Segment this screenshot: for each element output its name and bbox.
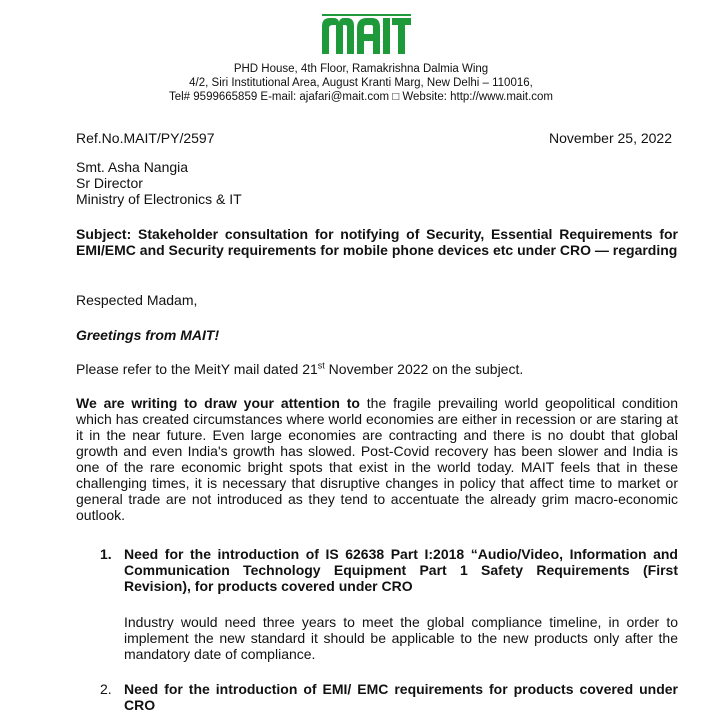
body-lead-bold: We are writing to draw your attention to: [76, 395, 360, 411]
mait-logo: [320, 14, 412, 56]
list-item-1-body: Industry would need three years to meet the global compliance timeline, in order to implement the new standard it should be applicable to the new products only after the mandatory date of compliance.: [124, 614, 678, 662]
recipient-name: Smt. Asha Nangia: [76, 159, 189, 175]
list-item-2-number: 2.: [100, 681, 112, 697]
reference-paragraph: [76, 361, 678, 377]
header-address-line-1: PHD House, 4th Floor, Ramakrishna Dalmia Wing: [233, 63, 489, 75]
body-text: the fragile prevailing world geopolitical condition which has created circumstances where world economies are either in recession or are staring at it in the near future. Even large economies are contracting and there is no doubt that global growth and even India's growth has slowed. Post-Covid recovery has been slower and India is one of the rare economic bright spots that exist in the world today. MAIT feels that in these challenging times, it is necessary that disruptive changes in policy that affect time to market or general trade are not introduced as they tend to accentuate the already grim macro-economic outlook.: [76, 395, 678, 523]
list-item-1-heading: [100, 546, 678, 594]
subject-text: : Stakeholder consultation for notifying of Security, Essential Requirements for EMI/EMC and Security requirements for mobile phone devices etc under CRO — regarding: [76, 226, 678, 258]
greeting: Greetings from MAIT!: [76, 327, 220, 343]
list-item-2-heading: [100, 681, 678, 713]
subject-label: Subject: [76, 226, 127, 242]
list-item-1-number: 1.: [100, 546, 112, 562]
recipient-address: [76, 159, 242, 207]
reference-number: Ref.No.MAIT/PY/2597: [76, 130, 215, 146]
refer-superscript: st: [317, 360, 325, 371]
header-address-line-2: 4/2, Siri Institutional Area, August Kranti Marg, New Delhi – 110016,: [189, 77, 533, 89]
letter-date: November 25, 2022: [549, 130, 672, 146]
list-item-2-title: Need for the introduction of EMI/ EMC requirements for products covered under CRO: [124, 681, 678, 713]
salutation: Respected Madam,: [76, 292, 198, 308]
recipient-title: Sr Director: [76, 175, 143, 191]
header-contact-line: Tel# 9599665859 E-mail: ajafari@mait.com □ Website: http://www.mait.com: [168, 91, 553, 103]
subject-line: [76, 226, 678, 258]
refer-text-end: November 2022 on the subject.: [324, 361, 524, 377]
body-paragraph: [76, 395, 678, 523]
recipient-organization: Ministry of Electronics & IT: [76, 191, 242, 207]
list-item-1-title: Need for the introduction of IS 62638 Part I:2018 “Audio/Video, Information and Communication Technology Equipment Part 1 Safety Requirements (First Revision), for products covered under CRO: [124, 546, 678, 594]
refer-text-start: Please refer to the MeitY mail dated 21: [76, 361, 318, 377]
